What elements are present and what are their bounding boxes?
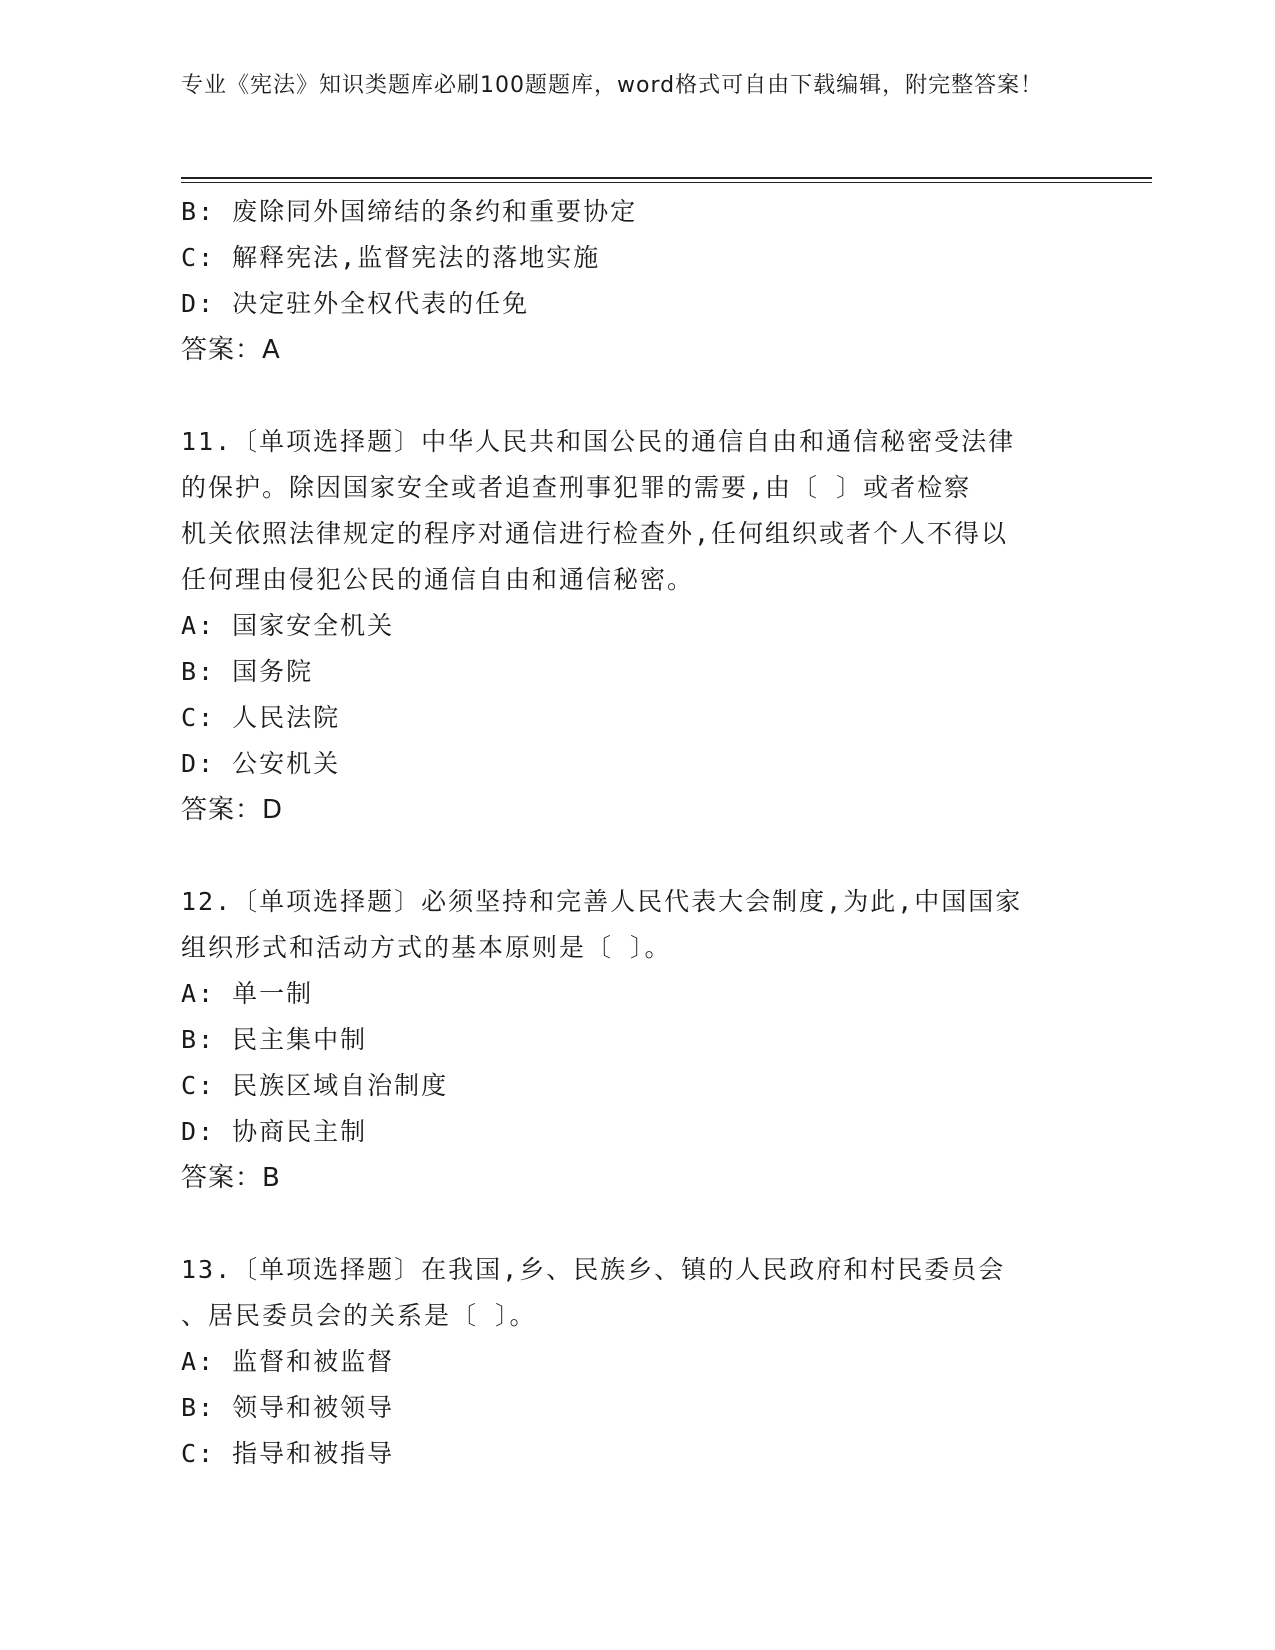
option-b: B: 废除同外国缔结的条约和重要协定: [181, 197, 638, 226]
question-text-line: 、居民委员会的关系是〔 〕。: [181, 1301, 537, 1330]
question-list: [181, 189, 1081, 1477]
option-b: B: 领导和被领导: [181, 1393, 395, 1422]
option-c: C: 民族区域自治制度: [181, 1071, 449, 1100]
option-c: C: 指导和被指导: [181, 1439, 395, 1468]
document-header: 专业《宪法》知识类题库必刷100题题库，word格式可自由下载编辑，附完整答案！: [181, 73, 1044, 98]
option-b: B: 国务院: [181, 657, 314, 686]
answer-line: 答案：A: [181, 335, 281, 365]
question-13: [181, 1247, 1081, 1477]
answer-line: 答案：D: [181, 795, 284, 825]
option-a: A: 单一制: [181, 979, 314, 1008]
option-a: A: 监督和被监督: [181, 1347, 395, 1376]
question-text-line: 组织形式和活动方式的基本原则是〔 〕。: [181, 933, 672, 962]
option-c: C: 解释宪法,监督宪法的落地实施: [181, 243, 601, 272]
question-text-line: 13.〔单项选择题〕在我国,乡、民族乡、镇的人民政府和村民委员会: [181, 1255, 1006, 1284]
question-11: [181, 419, 1081, 833]
option-c: C: 人民法院: [181, 703, 341, 732]
option-b: B: 民主集中制: [181, 1025, 368, 1054]
question-text-line: 12.〔单项选择题〕必须坚持和完善人民代表大会制度,为此,中国国家: [181, 887, 1023, 916]
answer-line: 答案：B: [181, 1163, 281, 1193]
question-12: [181, 879, 1081, 1201]
option-d: D: 公安机关: [181, 749, 341, 778]
question-text-line: 任何理由侵犯公民的通信自由和通信秘密。: [181, 565, 695, 594]
option-d: D: 决定驻外全权代表的任免: [181, 289, 530, 318]
question-text-line: 机关依照法律规定的程序对通信进行检查外,任何组织或者个人不得以: [181, 519, 1009, 548]
option-d: D: 协商民主制: [181, 1117, 368, 1146]
question-text-line: 11.〔单项选择题〕中华人民共和国公民的通信自由和通信秘密受法律: [181, 427, 1016, 456]
question-text-line: 的保护。除因国家安全或者追查刑事犯罪的需要,由〔 〕或者检察: [181, 473, 972, 502]
option-a: A: 国家安全机关: [181, 611, 395, 640]
header-divider-thin: [181, 182, 1152, 183]
header-divider: [181, 177, 1152, 179]
